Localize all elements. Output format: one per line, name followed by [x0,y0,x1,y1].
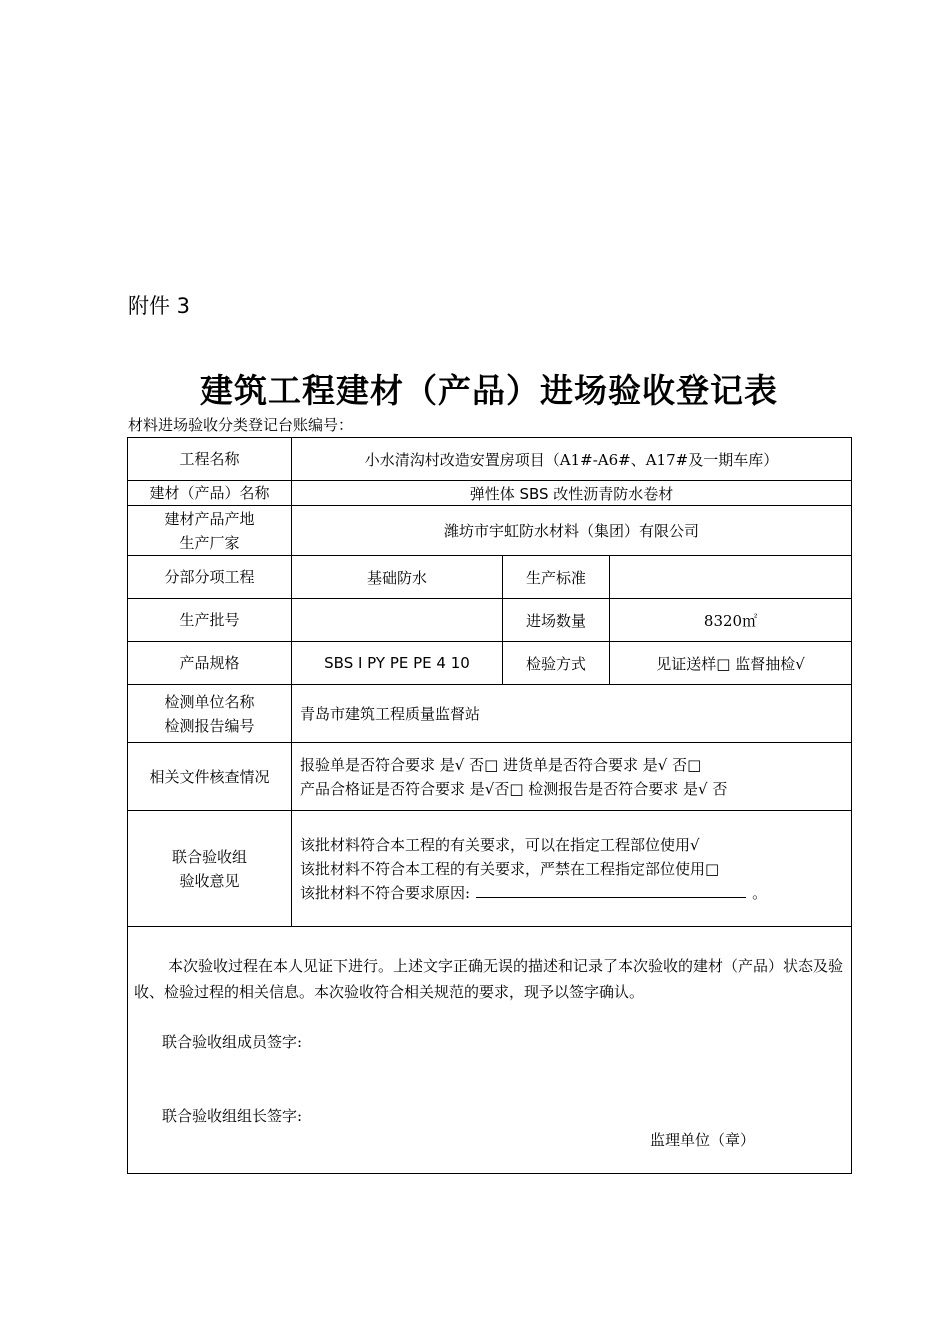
material-value: 弹性体 SBS 改性沥青防水卷材 [292,481,852,506]
project-label: 工程名称 [128,438,292,481]
supervisor-seal-label: 监理单位（章） [650,1131,756,1149]
batch-label: 生产批号 [128,599,292,642]
testing-value: 青岛市建筑工程质量监督站 [292,685,852,743]
reason-end: 。 [752,883,768,902]
quantity-value: 8320㎡ [610,599,852,642]
row-testing [128,685,852,743]
docs-line1: 报验单是否符合要求 是√ 否□ 进货单是否符合要求 是√ 否□ [300,755,702,774]
acceptance-form-table [127,437,852,1174]
row-material [128,481,852,506]
testing-label [128,685,292,743]
docs-line2: 产品合格证是否符合要求 是√否□ 检测报告是否符合要求 是√ 否 [300,779,728,798]
row-batch [128,599,852,642]
row-docs [128,743,852,811]
project-value: 小水清沟村改造安置房项目（A1#-A6#、A17#及一期车库） [292,438,852,481]
attachment-label: 附件 3 [128,294,191,318]
signature-section [128,927,852,1174]
page-title: 建筑工程建材（产品）进场验收登记表 [200,371,778,410]
origin-label-line2: 生产厂家 [179,533,240,552]
inspection-method-label: 检验方式 [503,642,610,685]
row-origin [128,506,852,556]
row-project [128,438,852,481]
inspection-method-value: 见证送样□ 监督抽检√ [610,642,852,685]
docs-label: 相关文件核查情况 [128,743,292,811]
origin-label-line1: 建材产品产地 [164,509,255,528]
spec-label: 产品规格 [128,642,292,685]
origin-label [128,506,292,556]
docs-check [292,743,852,811]
origin-value: 潍坊市宇虹防水材料（集团）有限公司 [292,506,852,556]
opinion-line2: 该批材料不符合本工程的有关要求，严禁在工程指定部位使用□ [300,859,720,878]
batch-value [292,599,503,642]
opinion-line3 [300,881,843,905]
subproject-label: 分部分项工程 [128,556,292,599]
opinion-label-line1: 联合验收组 [171,847,247,866]
leader-signature-label: 联合验收组组长签字: [162,1107,303,1125]
reason-label: 该批材料不符合要求原因: [300,883,471,902]
material-label: 建材（产品）名称 [128,481,292,506]
confirmation-statement: 本次验收过程在本人见证下进行。上述文字正确无误的描述和记录了本次验收的建材（产品）状态及验收、检验过程的相关信息。本次验收符合相关规范的要求，现予以签字确认。 [134,957,844,1001]
opinion-label [128,811,292,927]
testing-label-line1: 检测单位名称 [164,692,255,711]
testing-label-line2: 检测报告编号 [164,716,255,735]
standard-label: 生产标准 [503,556,610,599]
ledger-number-label: 材料进场验收分类登记台账编号： [128,416,354,434]
row-spec [128,642,852,685]
opinion-label-line2: 验收意见 [179,871,240,890]
standard-value [610,556,852,599]
opinion-text [292,811,852,927]
quantity-label: 进场数量 [503,599,610,642]
opinion-line1: 该批材料符合本工程的有关要求，可以在指定工程部位使用√ [300,835,700,854]
spec-value: SBS Ⅰ PY PE PE 4 10 [292,642,503,685]
subproject-value: 基础防水 [292,556,503,599]
row-subproject [128,556,852,599]
reason-blank-line [476,883,746,898]
members-signature-label: 联合验收组成员签字: [162,1033,303,1051]
row-signature [128,927,852,1174]
row-opinion [128,811,852,927]
